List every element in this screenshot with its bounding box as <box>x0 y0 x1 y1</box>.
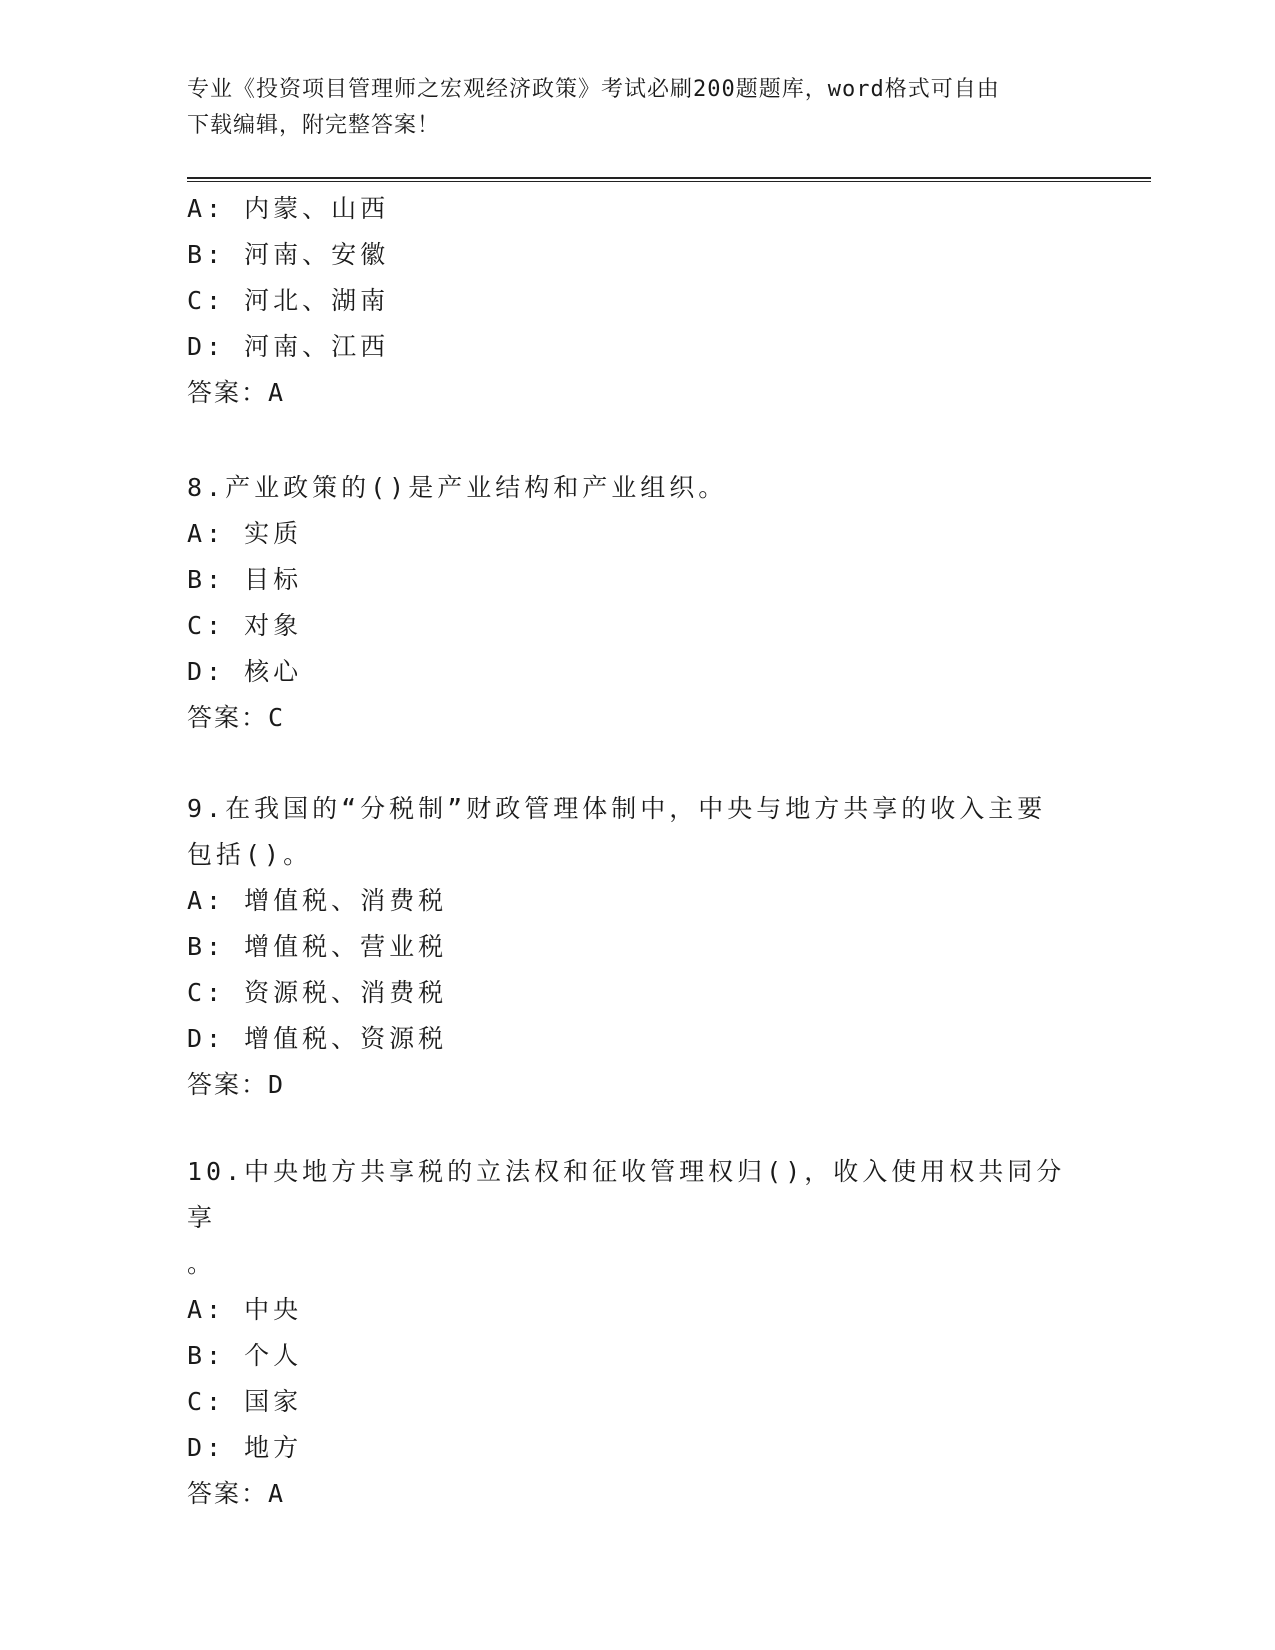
option-b: B: 个人 <box>187 1341 303 1370</box>
option-d: D: 核心 <box>187 657 303 686</box>
option-c: C: 对象 <box>187 611 303 640</box>
option-c: C: 国家 <box>187 1387 303 1416</box>
option-d: D: 河南、江西 <box>187 332 390 361</box>
header-line-1: 专业《投资项目管理师之宏观经济政策》考试必刷200题题库，word格式可自由 <box>187 77 1000 102</box>
option-b: B: 增值税、营业税 <box>187 932 448 961</box>
option-a: A: 中央 <box>187 1295 303 1324</box>
question-text-line-1: 9.在我国的“分税制”财政管理体制中，中央与地方共享的收入主要 <box>187 794 1047 823</box>
answer: 答案：A <box>187 378 286 407</box>
question-9 <box>187 786 1087 1108</box>
option-c: C: 河北、湖南 <box>187 286 390 315</box>
option-d: D: 增值税、资源税 <box>187 1024 448 1053</box>
option-a: A: 内蒙、山西 <box>187 194 390 223</box>
option-a: A: 实质 <box>187 519 303 548</box>
option-b: B: 河南、安徽 <box>187 240 390 269</box>
option-a: A: 增值税、消费税 <box>187 886 448 915</box>
option-d: D: 地方 <box>187 1433 303 1462</box>
answer: 答案：A <box>187 1479 286 1508</box>
option-c: C: 资源税、消费税 <box>187 978 448 1007</box>
question-text-line-2: 包括()。 <box>187 840 313 869</box>
question-text: 8.产业政策的()是产业结构和产业组织。 <box>187 473 728 502</box>
answer: 答案：D <box>187 1070 286 1099</box>
option-b: B: 目标 <box>187 565 303 594</box>
header-divider <box>187 177 1151 179</box>
question-10 <box>187 1149 1087 1517</box>
question-7 <box>187 186 1087 416</box>
answer: 答案：C <box>187 703 286 732</box>
question-8 <box>187 465 1087 741</box>
document-header <box>187 72 1087 144</box>
header-line-2: 下载编辑，附完整答案！ <box>187 113 441 138</box>
question-text-line-1: 10.中央地方共享税的立法权和征收管理权归()，收入使用权共同分享 <box>187 1157 1066 1232</box>
question-text-line-2: 。 <box>187 1249 217 1278</box>
header-divider-thin <box>187 181 1151 182</box>
